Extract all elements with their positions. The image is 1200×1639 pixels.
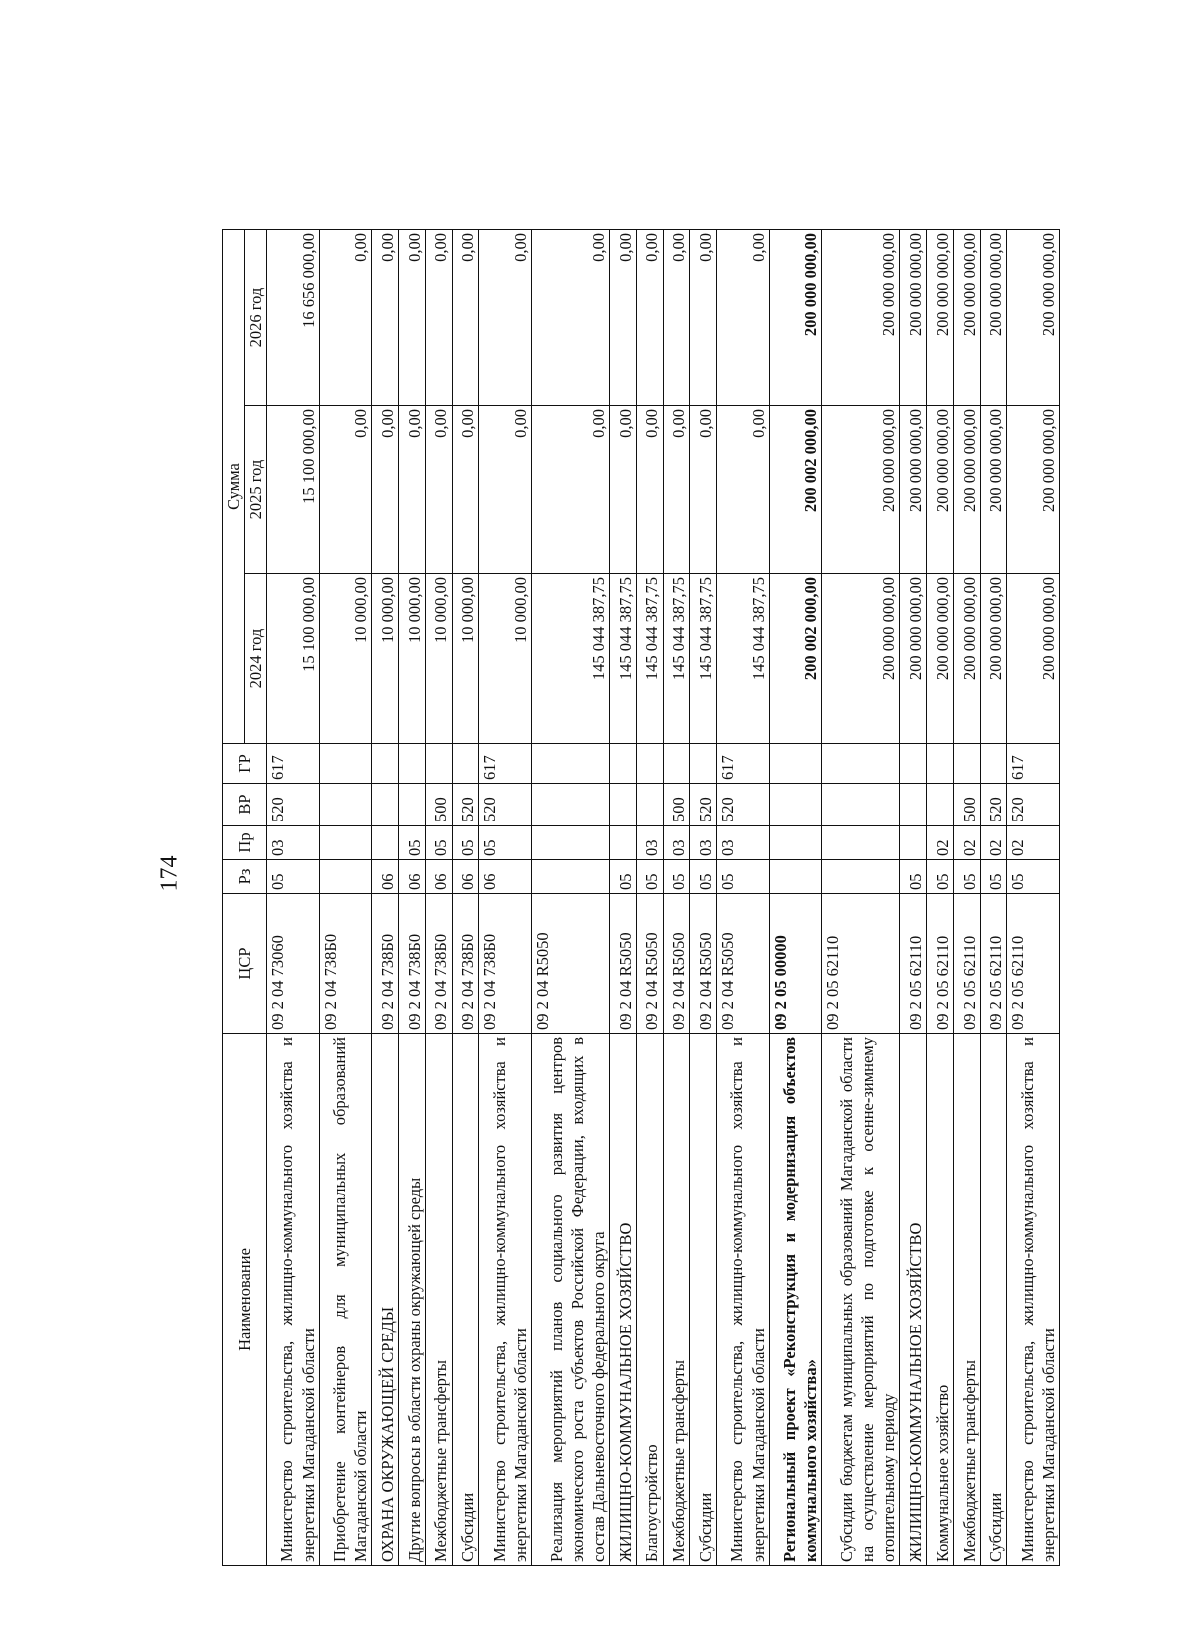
row-amount-2025: 0,00 <box>531 406 609 574</box>
row-vr <box>926 784 953 826</box>
row-name: ЖИЛИЩНО-КОММУНАЛЬНОЕ ХОЗЯЙСТВО <box>609 1034 636 1566</box>
row-amount-2026: 16 656 000,00 <box>267 229 319 405</box>
row-csr: 09 2 05 00000 <box>769 894 821 1034</box>
row-amount-2026: 0,00 <box>398 229 425 405</box>
row-pr <box>769 826 821 860</box>
row-amount-2024: 15 100 000,00 <box>267 574 319 744</box>
table-row <box>425 229 452 1565</box>
row-name: Субсидии <box>452 1034 479 1566</box>
header-vr: ВР <box>223 784 267 826</box>
budget-table <box>222 229 1060 1566</box>
row-amount-2026: 0,00 <box>425 229 452 405</box>
row-csr: 09 2 04 R5050 <box>636 894 663 1034</box>
row-csr: 09 2 04 R5050 <box>663 894 690 1034</box>
row-rz: 06 <box>425 860 452 894</box>
header-pr: Пр <box>223 826 267 860</box>
row-pr: 02 <box>980 826 1007 860</box>
row-pr: 03 <box>690 826 717 860</box>
row-amount-2025: 15 100 000,00 <box>267 406 319 574</box>
row-gr <box>425 744 452 784</box>
row-csr: 09 2 04 738Б0 <box>452 894 479 1034</box>
table-row <box>953 229 980 1565</box>
row-name: ЖИЛИЩНО-КОММУНАЛЬНОЕ ХОЗЯЙСТВО <box>900 1034 927 1566</box>
row-amount-2026: 0,00 <box>319 229 371 405</box>
row-amount-2026: 200 000 000,00 <box>1007 229 1060 405</box>
row-rz: 05 <box>980 860 1007 894</box>
row-gr: 617 <box>479 744 531 784</box>
row-rz: 05 <box>717 860 769 894</box>
row-vr <box>372 784 399 826</box>
row-vr: 520 <box>690 784 717 826</box>
row-rz: 06 <box>452 860 479 894</box>
row-amount-2024: 10 000,00 <box>452 574 479 744</box>
row-amount-2025: 0,00 <box>690 406 717 574</box>
row-pr: 05 <box>398 826 425 860</box>
row-amount-2024: 200 000 000,00 <box>926 574 953 744</box>
row-name: Коммунальное хозяйство <box>926 1034 953 1566</box>
row-amount-2026: 0,00 <box>531 229 609 405</box>
row-gr: 617 <box>717 744 769 784</box>
row-amount-2024: 145 044 387,75 <box>531 574 609 744</box>
row-gr <box>690 744 717 784</box>
row-pr: 03 <box>663 826 690 860</box>
row-csr: 09 2 05 62110 <box>1007 894 1060 1034</box>
row-gr <box>822 744 900 784</box>
row-vr <box>319 784 371 826</box>
row-amount-2025: 0,00 <box>398 406 425 574</box>
row-amount-2026: 0,00 <box>690 229 717 405</box>
row-name: Межбюджетные трансферты <box>425 1034 452 1566</box>
row-amount-2026: 0,00 <box>609 229 636 405</box>
row-rz: 05 <box>926 860 953 894</box>
row-rz: 06 <box>398 860 425 894</box>
row-vr <box>769 784 821 826</box>
row-name: Министерство строительства, жилищно-коммунального хозяйства и энергетики Магаданской области <box>717 1034 769 1566</box>
row-pr: 03 <box>636 826 663 860</box>
row-gr <box>531 744 609 784</box>
row-gr <box>900 744 927 784</box>
row-vr: 520 <box>267 784 319 826</box>
rotated-page-content <box>222 230 1060 1566</box>
row-amount-2025: 0,00 <box>717 406 769 574</box>
header-csr: ЦСР <box>223 894 267 1034</box>
row-name: Благоустройство <box>636 1034 663 1566</box>
row-gr <box>452 744 479 784</box>
row-amount-2024: 145 044 387,75 <box>690 574 717 744</box>
row-rz: 06 <box>479 860 531 894</box>
row-vr: 520 <box>452 784 479 826</box>
row-amount-2025: 200 000 000,00 <box>822 406 900 574</box>
row-pr: 03 <box>267 826 319 860</box>
row-rz <box>319 860 371 894</box>
row-amount-2024: 10 000,00 <box>425 574 452 744</box>
row-gr <box>926 744 953 784</box>
row-amount-2025: 200 002 000,00 <box>769 406 821 574</box>
table-row <box>690 229 717 1565</box>
row-gr: 617 <box>267 744 319 784</box>
row-vr: 500 <box>425 784 452 826</box>
row-csr: 09 2 04 R5050 <box>690 894 717 1034</box>
row-gr <box>953 744 980 784</box>
row-name: Межбюджетные трансферты <box>663 1034 690 1566</box>
table-row <box>609 229 636 1565</box>
row-amount-2025: 0,00 <box>452 406 479 574</box>
table-row <box>319 229 371 1565</box>
row-amount-2025: 200 000 000,00 <box>1007 406 1060 574</box>
row-vr <box>900 784 927 826</box>
row-name: Межбюджетные трансферты <box>953 1034 980 1566</box>
row-csr: 09 2 05 62110 <box>953 894 980 1034</box>
row-csr: 09 2 05 62110 <box>926 894 953 1034</box>
table-row <box>398 229 425 1565</box>
row-amount-2026: 0,00 <box>372 229 399 405</box>
row-amount-2024: 200 000 000,00 <box>1007 574 1060 744</box>
page-number: 174 <box>156 855 183 892</box>
row-gr <box>980 744 1007 784</box>
row-gr <box>372 744 399 784</box>
row-amount-2025: 0,00 <box>319 406 371 574</box>
row-vr <box>398 784 425 826</box>
row-amount-2024: 200 002 000,00 <box>769 574 821 744</box>
row-amount-2026: 200 000 000,00 <box>980 229 1007 405</box>
row-amount-2025: 200 000 000,00 <box>953 406 980 574</box>
row-amount-2026: 0,00 <box>479 229 531 405</box>
row-vr: 520 <box>1007 784 1060 826</box>
table-row <box>926 229 953 1565</box>
row-amount-2026: 0,00 <box>452 229 479 405</box>
row-csr: 09 2 05 62110 <box>822 894 900 1034</box>
row-name: Приобретение контейнеров для муниципальных образований Магаданской области <box>319 1034 371 1566</box>
table-row <box>267 229 319 1565</box>
row-csr: 09 2 04 73060 <box>267 894 319 1034</box>
row-amount-2025: 0,00 <box>425 406 452 574</box>
row-amount-2025: 0,00 <box>609 406 636 574</box>
row-pr <box>609 826 636 860</box>
row-amount-2025: 200 000 000,00 <box>980 406 1007 574</box>
row-pr: 02 <box>1007 826 1060 860</box>
row-pr <box>531 826 609 860</box>
row-csr: 09 2 04 738Б0 <box>372 894 399 1034</box>
row-csr: 09 2 04 R5050 <box>531 894 609 1034</box>
table-row <box>1007 229 1060 1565</box>
table-row <box>900 229 927 1565</box>
row-amount-2024: 10 000,00 <box>479 574 531 744</box>
row-pr <box>822 826 900 860</box>
row-csr: 09 2 04 R5050 <box>609 894 636 1034</box>
row-pr <box>319 826 371 860</box>
row-rz: 06 <box>372 860 399 894</box>
row-vr: 500 <box>953 784 980 826</box>
row-name: Реализация мероприятий планов социального развития центров экономического роста субъектов Российской Федерации, входящих в состав Дальневосточного федерального округа <box>531 1034 609 1566</box>
row-csr: 09 2 04 R5050 <box>717 894 769 1034</box>
header-rz: Рз <box>223 860 267 894</box>
row-vr: 520 <box>980 784 1007 826</box>
row-csr: 09 2 04 738Б0 <box>398 894 425 1034</box>
row-gr: 617 <box>1007 744 1060 784</box>
row-gr <box>319 744 371 784</box>
row-gr <box>663 744 690 784</box>
row-rz: 05 <box>609 860 636 894</box>
row-rz <box>769 860 821 894</box>
row-csr: 09 2 05 62110 <box>980 894 1007 1034</box>
row-amount-2025: 200 000 000,00 <box>900 406 927 574</box>
row-name: Министерство строительства, жилищно-коммунального хозяйства и энергетики Магаданской области <box>1007 1034 1060 1566</box>
row-amount-2026: 0,00 <box>663 229 690 405</box>
row-amount-2024: 10 000,00 <box>372 574 399 744</box>
row-name: Субсидии бюджетам муниципальных образований Магаданской области на осуществление мероприятий по подготовке к осенне-зимнему отопительному периоду <box>822 1034 900 1566</box>
row-amount-2026: 0,00 <box>636 229 663 405</box>
row-rz: 05 <box>900 860 927 894</box>
row-amount-2025: 0,00 <box>372 406 399 574</box>
row-rz <box>822 860 900 894</box>
row-rz: 05 <box>267 860 319 894</box>
row-pr <box>900 826 927 860</box>
row-amount-2025: 0,00 <box>636 406 663 574</box>
table-row <box>479 229 531 1565</box>
row-amount-2024: 200 000 000,00 <box>822 574 900 744</box>
table-row <box>769 229 821 1565</box>
header-name: Наименование <box>223 1034 267 1566</box>
row-name: Министерство строительства, жилищно-коммунального хозяйства и энергетики Магаданской области <box>267 1034 319 1566</box>
row-csr: 09 2 05 62110 <box>900 894 927 1034</box>
row-amount-2025: 0,00 <box>479 406 531 574</box>
row-amount-2024: 10 000,00 <box>398 574 425 744</box>
row-vr: 500 <box>663 784 690 826</box>
row-gr <box>609 744 636 784</box>
row-pr <box>372 826 399 860</box>
table-row <box>452 229 479 1565</box>
row-amount-2024: 145 044 387,75 <box>663 574 690 744</box>
row-vr <box>531 784 609 826</box>
row-amount-2025: 200 000 000,00 <box>926 406 953 574</box>
row-amount-2026: 200 000 000,00 <box>769 229 821 405</box>
row-amount-2024: 145 044 387,75 <box>717 574 769 744</box>
header-2024: 2024 год <box>245 574 267 744</box>
row-rz: 05 <box>953 860 980 894</box>
row-amount-2026: 0,00 <box>717 229 769 405</box>
row-amount-2024: 145 044 387,75 <box>609 574 636 744</box>
row-rz <box>531 860 609 894</box>
row-amount-2024: 200 000 000,00 <box>953 574 980 744</box>
row-name: Субсидии <box>690 1034 717 1566</box>
row-rz: 05 <box>1007 860 1060 894</box>
row-amount-2024: 10 000,00 <box>319 574 371 744</box>
row-csr: 09 2 04 738Б0 <box>425 894 452 1034</box>
row-amount-2024: 200 000 000,00 <box>980 574 1007 744</box>
header-gr: ГР <box>223 744 267 784</box>
row-csr: 09 2 04 738Б0 <box>479 894 531 1034</box>
row-name: Другие вопросы в области охраны окружающей среды <box>398 1034 425 1566</box>
row-vr <box>822 784 900 826</box>
row-vr <box>609 784 636 826</box>
row-amount-2024: 200 000 000,00 <box>900 574 927 744</box>
row-csr: 09 2 04 738Б0 <box>319 894 371 1034</box>
row-rz: 05 <box>636 860 663 894</box>
row-name: Субсидии <box>980 1034 1007 1566</box>
table-row <box>822 229 900 1565</box>
row-amount-2026: 200 000 000,00 <box>822 229 900 405</box>
row-gr <box>769 744 821 784</box>
row-pr: 05 <box>425 826 452 860</box>
row-gr <box>636 744 663 784</box>
table-row <box>636 229 663 1565</box>
row-vr: 520 <box>717 784 769 826</box>
row-rz: 05 <box>663 860 690 894</box>
header-sum: Сумма <box>223 229 245 743</box>
row-vr: 520 <box>479 784 531 826</box>
row-pr: 02 <box>953 826 980 860</box>
row-pr: 03 <box>717 826 769 860</box>
row-name: Региональный проект «Реконструкция и модернизация объектов коммунального хозяйства» <box>769 1034 821 1566</box>
table-row <box>980 229 1007 1565</box>
row-pr: 02 <box>926 826 953 860</box>
row-amount-2026: 200 000 000,00 <box>953 229 980 405</box>
row-name: Министерство строительства, жилищно-коммунального хозяйства и энергетики Магаданской области <box>479 1034 531 1566</box>
table-row <box>531 229 609 1565</box>
table-row <box>663 229 690 1565</box>
table-header-row <box>223 229 245 1565</box>
row-amount-2026: 200 000 000,00 <box>926 229 953 405</box>
row-rz: 05 <box>690 860 717 894</box>
row-amount-2025: 0,00 <box>663 406 690 574</box>
table-row <box>372 229 399 1565</box>
row-name: ОХРАНА ОКРУЖАЮЩЕЙ СРЕДЫ <box>372 1034 399 1566</box>
row-gr <box>398 744 425 784</box>
row-amount-2024: 145 044 387,75 <box>636 574 663 744</box>
header-2026: 2026 год <box>245 229 267 405</box>
header-2025: 2025 год <box>245 406 267 574</box>
row-amount-2026: 200 000 000,00 <box>900 229 927 405</box>
row-pr: 05 <box>479 826 531 860</box>
row-pr: 05 <box>452 826 479 860</box>
row-vr <box>636 784 663 826</box>
table-row <box>717 229 769 1565</box>
